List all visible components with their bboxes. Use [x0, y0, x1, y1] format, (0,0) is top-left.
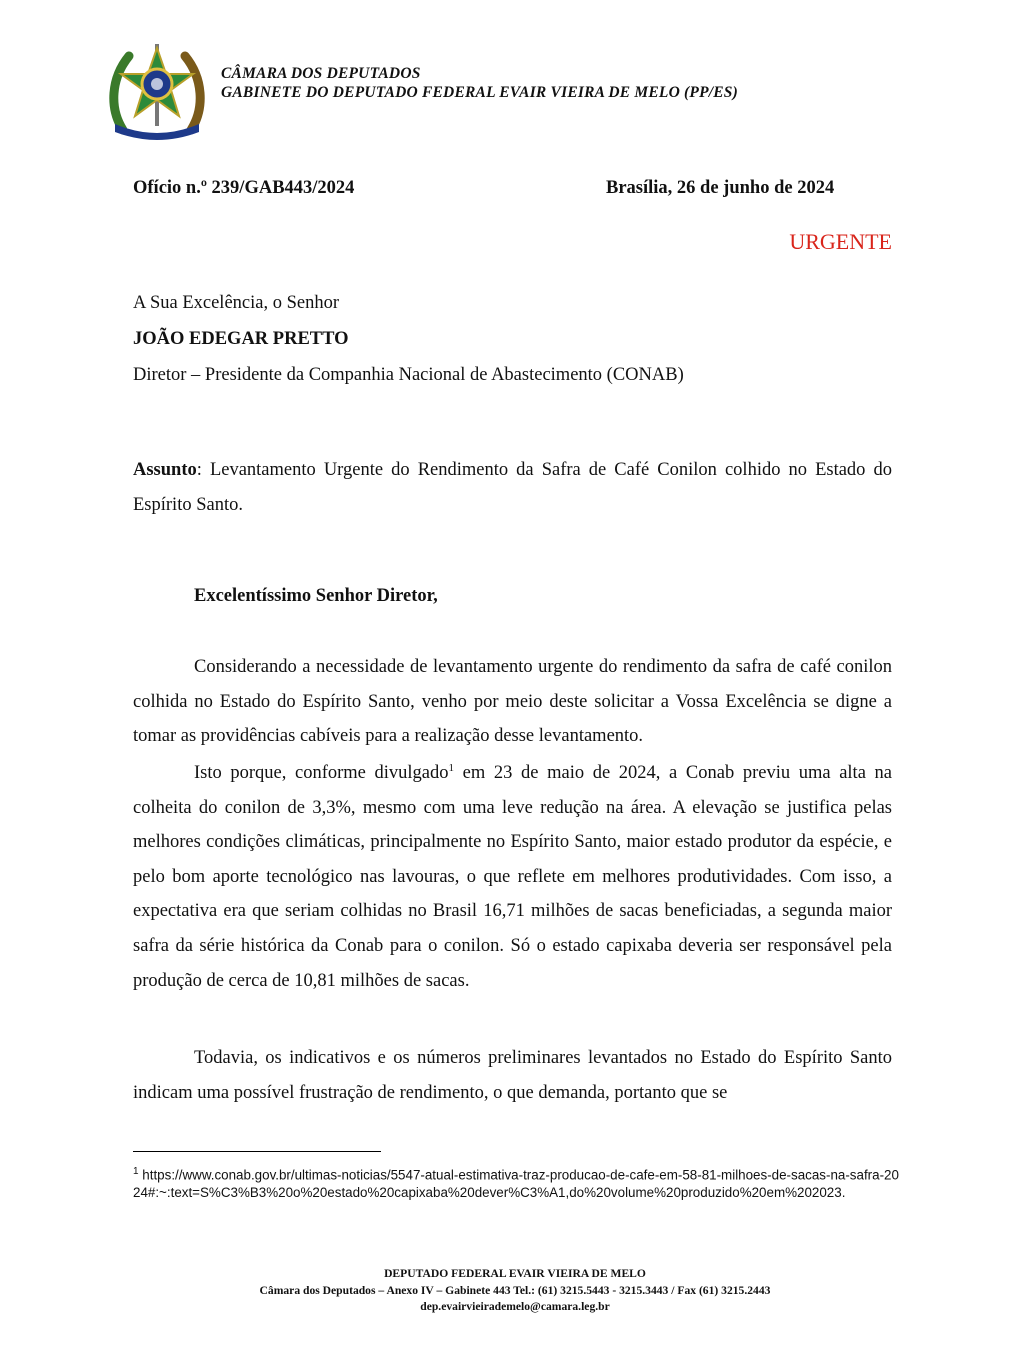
subject-text: : Levantamento Urgente do Rendimento da Safra de Café Conilon colhido no Estado do Espírito Santo. [133, 460, 892, 515]
priority-label: URGENTE [789, 229, 892, 254]
addressee-title: Diretor – Presidente da Companhia Nacional de Abastecimento (CONAB) [133, 365, 684, 385]
letter-reference: Ofício n.º 239/GAB443/2024 [133, 178, 355, 198]
brazil-coat-of-arms-icon [105, 38, 209, 146]
footer-email[interactable]: dep.evairvieirademelo@camara.leg.br [420, 1300, 610, 1313]
institution-name: CÂMARA DOS DEPUTADOS [221, 65, 421, 82]
footer-name: DEPUTADO FEDERAL EVAIR VIEIRA DE MELO [384, 1267, 646, 1280]
body-paragraph-2: Isto porque, conforme divulgado$^1$ em 23 de maio de 2024, a Conab previu uma alta na colheita do conilon de 3,3%, mesmo com uma leve redução na área. A elevação se justifica pelas melhores condições climáticas, principalmente no Espírito Santo, maior estado produtor da espécie, e pelo bom aporte tecnológico nas lavouras, o que reflete em melhores produtividades. Com isso, a expectativa era que seriam colhidas no Brasil 16,71 milhões de sacas beneficiadas, a segunda maior safra da série histórica da Conab para o conilon. Só o estado capixaba deveria ser responsável pela produção de cerca de 10,81 milhões de sacas. [133, 761, 892, 991]
body-paragraph-1: Considerando a necessidade de levantamento urgente do rendimento da safra de café conilon colhida no Estado do Espírito Santo, venho por meio deste solicitar a Vossa Excelência se digne a tomar as providências cabíveis para a realização desse levantamento. [133, 657, 892, 747]
footnote-separator [133, 1151, 381, 1152]
subject-label: Assunto [133, 460, 197, 480]
body-paragraph-3: Todavia, os indicativos e os números preliminares levantados no Estado do Espírito Santo indicam uma possível frustração de rendimento, o que demanda, portanto que se [133, 1048, 892, 1103]
addressee-salutation: A Sua Excelência, o Senhor [133, 293, 340, 313]
greeting: Excelentíssimo Senhor Diretor, [194, 586, 438, 606]
footnote [133, 1163, 901, 1201]
footnote-ref: 1 [448, 761, 455, 774]
footnote-number: 1 [133, 1166, 139, 1177]
office-name: GABINETE DO DEPUTADO FEDERAL EVAIR VIEIRA DE MELO (PP/ES) [221, 84, 738, 101]
addressee-name: JOÃO EDEGAR PRETTO [133, 329, 349, 349]
footer-address: Câmara dos Deputados – Anexo IV – Gabinete 443 Tel.: (61) 3215.5443 - 3215.3443 / Fax (61) 3215.2443 [259, 1284, 771, 1297]
letter-place-date: Brasília, 26 de junho de 2024 [606, 178, 835, 198]
footnote-link[interactable]: https://www.conab.gov.br/ultimas-noticias/5547-atual-estimativa-traz-producao-de-cafe-em-58-81-milhoes-de-sacas-na-safra-2024#:~:text=S%C3%B3%20o%20estado%20capixaba%20dever%C3%A1,do%20volume%20produzido%20em%202023. [133, 1167, 899, 1200]
subject [133, 453, 892, 522]
